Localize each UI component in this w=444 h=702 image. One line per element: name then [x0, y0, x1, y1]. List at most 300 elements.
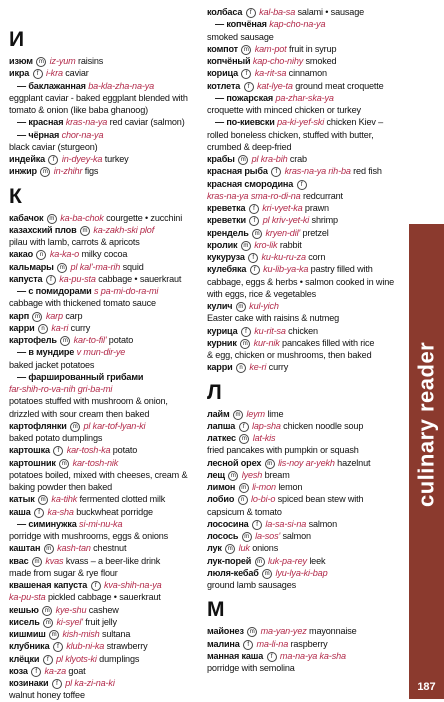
- entry-word: лук-порей: [207, 555, 252, 566]
- entry-definition: goat: [68, 665, 86, 676]
- dictionary-entry: [207, 444, 400, 456]
- dictionary-entry: [207, 337, 400, 349]
- gender-icon: f: [249, 216, 259, 226]
- gender-icon: m: [240, 339, 250, 349]
- entry-transliteration: kur-nik: [253, 337, 280, 348]
- entry-transliteration: luk-pa-rey: [267, 555, 307, 566]
- dictionary-entry: [207, 178, 400, 190]
- dictionary-entry: [207, 165, 400, 177]
- dictionary-entry: [207, 530, 400, 542]
- gender-icon: m: [57, 263, 67, 273]
- entry-definition: potatoes boiled, mixed with cheeses, cream & baking powder then baked: [9, 469, 188, 492]
- dictionary-entry: [207, 625, 400, 637]
- gender-icon: f: [31, 667, 41, 677]
- dictionary-entry: [9, 469, 196, 494]
- entry-definition: bream: [264, 469, 290, 480]
- gender-icon: m: [252, 229, 262, 239]
- entry-definition: corn: [308, 252, 326, 262]
- entry-transliteration: kryen-dil': [265, 227, 301, 238]
- dictionary-entry: [207, 129, 400, 154]
- entry-transliteration: leym: [246, 408, 265, 419]
- dictionary-entry: [207, 518, 400, 530]
- entry-word: копчёный: [207, 56, 251, 66]
- gender-icon: m: [80, 226, 90, 236]
- entry-definition: baked potato dumplings: [9, 433, 103, 443]
- dictionary-entry: [9, 506, 196, 518]
- entry-transliteration: ku-lib-ya-ka: [263, 264, 309, 275]
- entry-word: кукуруза: [207, 252, 245, 262]
- gender-icon: f: [248, 253, 258, 263]
- dictionary-entry: [9, 285, 196, 297]
- entry-word: инжир: [9, 166, 37, 177]
- gender-icon: m: [262, 569, 272, 579]
- entry-word: креветки: [207, 215, 246, 226]
- gender-icon: f: [241, 69, 251, 79]
- entry-definition: cabbage • sauerkraut: [98, 273, 182, 284]
- entry-word: каша: [9, 506, 31, 517]
- entry-definition: cabbage with thickened tomato sauce: [9, 298, 156, 309]
- entry-definition: eggplant caviar - baked eggplant blended with tomato & onion (like baba ghanoog): [9, 92, 188, 115]
- left-column: [9, 6, 196, 702]
- dictionary-entry: [9, 310, 196, 322]
- entry-transliteration: ka-pu-sta: [9, 592, 46, 603]
- entry-definition: squid: [122, 261, 144, 272]
- entry-transliteration: ka-ba-chok: [60, 212, 104, 223]
- entry-transliteration: ka-zakh-ski plof: [93, 224, 155, 235]
- gender-icon: f: [250, 265, 260, 275]
- entry-word: картошник: [9, 457, 56, 468]
- entry-transliteration: pa-zhar-ska-ya: [275, 92, 334, 103]
- entry-transliteration: ka-za: [44, 665, 67, 676]
- entry-transliteration: lis-noy ar-yekh: [278, 457, 335, 468]
- entry-definition: ground lamb sausages: [207, 580, 297, 590]
- entry-transliteration: luk: [238, 543, 250, 554]
- entry-transliteration: lap-sha: [252, 420, 281, 431]
- entry-definition: cabbage, eggs & herbs • salmon cooked in wine with eggs, rice & vegetables: [207, 276, 395, 299]
- entry-word: лук: [207, 543, 222, 554]
- entry-definition: lemon: [278, 482, 303, 492]
- dictionary-entry: [207, 420, 400, 432]
- entry-definition: pastry filled with: [310, 264, 373, 275]
- gender-icon: f: [241, 327, 251, 337]
- dictionary-entry: [9, 530, 196, 542]
- dictionary-entry: [207, 104, 400, 116]
- entry-transliteration: kish-mish: [62, 629, 100, 639]
- entry-word: клёцки: [9, 653, 40, 664]
- entry-definition: mayonnaise: [309, 626, 357, 637]
- gender-icon: f: [52, 679, 62, 689]
- entry-word: корица: [207, 68, 238, 79]
- dictionary-entry: [9, 420, 196, 432]
- dictionary-entry: [9, 567, 196, 579]
- dictionary-entry: [9, 273, 196, 285]
- entry-word: красная рыба: [207, 166, 268, 177]
- dictionary-entry: [207, 506, 400, 518]
- entry-transliteration: lyu-lya-ki-bap: [275, 567, 328, 578]
- entry-definition: hazelnut: [337, 457, 371, 468]
- entry-definition: salmon: [308, 518, 337, 529]
- dictionary-entry: [9, 80, 196, 92]
- gender-icon: m: [236, 302, 246, 312]
- entry-definition: salami • sausage: [297, 7, 365, 17]
- entry-transliteration: pl kriv-yet-ki: [262, 215, 310, 226]
- entry-transliteration: iz-yum: [49, 56, 76, 66]
- entry-word: люля-кебаб: [207, 567, 259, 578]
- entry-definition: rabbit: [279, 239, 302, 250]
- entry-transliteration: pl kar-tof-lyan-ki: [83, 420, 146, 431]
- dictionary-entry: [9, 141, 196, 153]
- entry-definition: lime: [267, 408, 284, 419]
- dictionary-entry: [207, 92, 400, 104]
- gender-icon: m: [239, 434, 249, 444]
- dictionary-entry: [207, 251, 400, 263]
- gender-icon: m: [49, 630, 59, 640]
- dictionary-entry: [207, 18, 400, 30]
- gender-icon: m: [255, 557, 265, 567]
- dictionary-entry: [207, 493, 400, 505]
- gender-icon: m: [59, 459, 69, 469]
- gender-icon: f: [91, 581, 101, 591]
- dictionary-entry: [9, 555, 196, 567]
- dictionary-entry: [207, 555, 400, 567]
- entry-definition: capsicum & tomato: [207, 506, 282, 517]
- entry-word: компот: [207, 43, 238, 54]
- entry-definition: rolled boneless chicken, stuffed with butter, crumbed & deep-fried: [207, 129, 374, 152]
- entry-definition: redcurrant: [302, 190, 343, 201]
- gender-icon: m: [228, 471, 238, 481]
- entry-transliteration: pl kal'-ma-rih: [70, 261, 121, 272]
- entry-transliteration: pl kra-bih: [251, 154, 288, 164]
- entry-definition: curry: [268, 362, 289, 373]
- entry-definition: ground meat croquette: [295, 80, 384, 91]
- dictionary-entry: [207, 650, 400, 662]
- entry-transliteration: pa-ki-yef-ski: [277, 117, 325, 128]
- entry-word: — чёрная: [17, 129, 60, 140]
- entry-definition: porridge with semolina: [207, 663, 295, 673]
- dictionary-entry: [207, 153, 400, 165]
- dictionary-entry: [9, 579, 196, 591]
- gender-icon: f: [33, 69, 43, 79]
- entry-definition: potato: [108, 335, 134, 345]
- gender-icon: f: [46, 275, 56, 285]
- entry-word: курник: [207, 337, 237, 348]
- entry-transliteration: ku-rit-sa: [254, 325, 286, 336]
- dictionary-entry: [9, 92, 196, 117]
- dictionary-entry: [9, 236, 196, 248]
- entry-transliteration: la-sos': [255, 531, 281, 541]
- gender-icon: m: [238, 155, 248, 165]
- entry-transliteration: pl ka-zi-na-ki: [65, 678, 115, 688]
- entry-definition: chicken Kiev –: [326, 117, 384, 128]
- gender-icon: n: [38, 324, 48, 334]
- entry-word: колбаса: [207, 7, 243, 17]
- dictionary-entry: [207, 31, 400, 43]
- entry-transliteration: pl klyots-ki: [56, 653, 97, 664]
- entry-transliteration: lat-kis: [252, 433, 276, 443]
- entry-definition: fermented clotted milk: [79, 494, 166, 505]
- dictionary-entry: [207, 190, 400, 202]
- entry-transliteration: la-sa-si-na: [265, 518, 307, 529]
- entry-transliteration: ke-ri: [249, 362, 267, 373]
- entry-definition: pretzel: [302, 227, 329, 238]
- entry-definition: milky cocoa: [81, 249, 128, 260]
- entry-word: кишмиш: [9, 629, 46, 639]
- entry-word: крабы: [207, 154, 235, 164]
- dictionary-entry: [207, 408, 400, 420]
- dictionary-entry: [207, 662, 400, 674]
- entry-word: лесной орех: [207, 457, 262, 468]
- entry-transliteration: ma-yan-yez: [260, 626, 307, 637]
- entry-transliteration: ka-ri: [51, 322, 69, 333]
- entry-transliteration: kash-tan: [57, 543, 91, 554]
- entry-transliteration: kvas: [45, 555, 64, 566]
- entry-transliteration: in-zhihr: [53, 166, 83, 177]
- dictionary-entry: [9, 334, 196, 346]
- entry-word: картофель: [9, 335, 57, 345]
- entry-transliteration: kras-na-ya sma-ro-di-na: [207, 190, 301, 201]
- dictionary-entry: [207, 80, 400, 92]
- entry-transliteration: lyesh: [241, 469, 263, 480]
- dictionary-entry: [207, 67, 400, 79]
- gender-icon: m: [242, 532, 252, 542]
- dictionary-entry: [9, 129, 196, 141]
- dictionary-entry: [207, 300, 400, 312]
- entry-word: малина: [207, 638, 240, 649]
- entry-word: котлета: [207, 80, 241, 91]
- dictionary-entry: [9, 297, 196, 309]
- dictionary-entry: [9, 653, 196, 665]
- entry-transliteration: si-mi-nu-ka: [79, 518, 123, 529]
- entry-transliteration: ku-ku-ru-za: [261, 252, 306, 262]
- entry-definition: shrimp: [311, 215, 338, 226]
- dictionary-entry: [9, 153, 196, 165]
- dictionary-entry: [9, 444, 196, 456]
- section-tab: [409, 224, 444, 688]
- gender-icon: m: [32, 312, 42, 322]
- entry-word: картошка: [9, 445, 50, 456]
- entry-transliteration: kar-to-fil': [73, 335, 107, 345]
- entry-transliteration: klub-ni-ka: [66, 641, 105, 652]
- entry-word: манная каша: [207, 650, 264, 661]
- entry-word: карри: [9, 322, 35, 333]
- dictionary-entry: [9, 640, 196, 652]
- entry-definition: crab: [289, 154, 307, 164]
- dictionary-entry: [207, 214, 400, 226]
- entry-definition: smoked sausage: [207, 31, 274, 42]
- entry-definition: Easter cake with raisins & nutmeg: [207, 313, 340, 324]
- dictionary-entry: [207, 227, 400, 239]
- entry-transliteration: ka-ka-o: [49, 249, 80, 260]
- entry-word: — симинужка: [17, 518, 77, 529]
- gender-icon: m: [247, 627, 257, 637]
- entry-definition: red caviar (salmon): [109, 117, 185, 128]
- dictionary-entry: [9, 665, 196, 677]
- dictionary-entry: [9, 628, 196, 640]
- dictionary-entry: [207, 567, 400, 579]
- dictionary-entry: [207, 276, 400, 301]
- entry-definition: prawn: [304, 203, 329, 213]
- entry-transliteration: kras-na-ya rih-ba: [284, 166, 351, 177]
- entry-transliteration: ma-li-na: [256, 638, 289, 649]
- gender-icon: m: [60, 336, 70, 346]
- entry-word: казахский плов: [9, 224, 77, 235]
- gender-icon: n: [36, 250, 46, 260]
- entry-definition: pancakes filled with rice: [282, 337, 375, 348]
- entry-word: икра: [9, 68, 30, 79]
- entry-transliteration: kap-cho-nihy: [252, 56, 304, 66]
- entry-definition: strawberry: [106, 641, 148, 652]
- dictionary-entry: [9, 116, 196, 128]
- dictionary-entry: [207, 432, 400, 444]
- entry-definition: pilau with lamb, carrots & apricots: [9, 237, 140, 247]
- letter-heading: Л: [207, 380, 222, 404]
- entry-transliteration: kye-shu: [55, 604, 87, 615]
- entry-definition: leek: [309, 555, 326, 566]
- entry-transliteration: v mun-dir-ye: [76, 347, 126, 358]
- gender-icon: n: [236, 363, 246, 373]
- dictionary-entry: [9, 383, 196, 395]
- entry-definition: raisins: [77, 56, 104, 66]
- entry-definition: raspberry: [290, 638, 328, 649]
- gender-icon: f: [249, 204, 259, 214]
- gender-icon: m: [241, 241, 251, 251]
- gender-icon: f: [239, 422, 249, 432]
- gender-icon: f: [244, 82, 254, 92]
- dictionary-entry: [9, 359, 196, 371]
- entry-word: капуста: [9, 273, 43, 284]
- gender-icon: f: [53, 642, 63, 652]
- gender-icon: m: [241, 45, 251, 55]
- entry-transliteration: kva-shih-na-ya: [103, 580, 162, 590]
- gender-icon: f: [34, 508, 44, 518]
- entry-word: лайм: [207, 408, 230, 419]
- dictionary-entry: [9, 542, 196, 554]
- entry-transliteration: li-mon: [252, 482, 276, 492]
- entry-definition: croquette with minced chicken or turkey: [207, 105, 361, 115]
- gender-icon: m: [36, 57, 46, 67]
- entry-word: — в мундире: [17, 347, 75, 358]
- entry-definition: curry: [70, 322, 91, 333]
- entry-word: коза: [9, 665, 28, 676]
- dictionary-entry: [207, 202, 400, 214]
- dictionary-entry: [207, 579, 400, 591]
- gender-icon: f: [48, 155, 58, 165]
- entry-definition: potato: [112, 445, 138, 456]
- dictionary-entry: [9, 165, 196, 177]
- entry-word: карри: [207, 362, 233, 373]
- gender-icon: m: [47, 214, 57, 224]
- dictionary-entry: [9, 224, 196, 236]
- gender-icon: m: [38, 495, 48, 505]
- entry-definition: chicken: [288, 325, 318, 336]
- dictionary-entry: [207, 263, 400, 275]
- entry-word: лобио: [207, 494, 235, 505]
- entry-word: кальмары: [9, 261, 54, 272]
- dictionary-entry: [9, 457, 196, 469]
- dictionary-entry: [207, 312, 400, 324]
- entry-transliteration: kras-na-ya: [65, 117, 108, 128]
- dictionary-entry: [9, 67, 196, 79]
- dictionary-entry: [9, 677, 196, 689]
- entry-transliteration: karp: [45, 310, 63, 321]
- entry-transliteration: i-kra: [45, 68, 63, 79]
- entry-word: квас: [9, 555, 29, 566]
- entry-word: квашеная капуста: [9, 580, 88, 590]
- entry-word: латкес: [207, 433, 236, 443]
- dictionary-entry: [9, 604, 196, 616]
- entry-word: — баклажанная: [17, 80, 86, 91]
- dictionary-entry: [207, 43, 400, 55]
- entry-definition: turkey: [104, 154, 129, 164]
- entry-word: изюм: [9, 56, 33, 66]
- entry-definition: & egg, chicken or mushrooms, then baked: [207, 350, 372, 360]
- entry-definition: dumplings: [99, 653, 140, 664]
- dictionary-entry: [9, 55, 196, 67]
- dictionary-entry: [207, 55, 400, 67]
- entry-definition: sultana: [101, 629, 131, 639]
- entry-word: лещ: [207, 469, 225, 480]
- gender-icon: m: [239, 483, 249, 493]
- entry-word: катык: [9, 494, 35, 505]
- entry-definition: made from sugar & rye flour: [9, 567, 118, 578]
- entry-definition: porridge with mushrooms, eggs & onions: [9, 531, 169, 541]
- entry-transliteration: s pa-mi-do-ra-mi: [94, 286, 159, 296]
- entry-word: лосось: [207, 531, 239, 541]
- gender-icon: n: [238, 495, 248, 505]
- entry-word: какао: [9, 249, 34, 260]
- entry-transliteration: kul-yich: [249, 301, 279, 311]
- entry-definition: fruit jelly: [85, 616, 117, 627]
- dictionary-entry: [9, 212, 196, 224]
- entry-transliteration: ka-pu-sta: [59, 273, 96, 284]
- entry-transliteration: kat-lye-ta: [256, 80, 293, 91]
- entry-definition: chestnut: [93, 543, 127, 554]
- entry-transliteration: ka-tihk: [51, 494, 78, 505]
- entry-definition: chicken noodle soup: [283, 420, 364, 431]
- entry-transliteration: ma-na-ya ka-sha: [279, 650, 346, 661]
- dictionary-entry: [9, 261, 196, 273]
- dictionary-entry: [207, 361, 400, 373]
- dictionary-entry: [9, 248, 196, 260]
- gender-icon: f: [243, 640, 253, 650]
- dictionary-entry: [9, 395, 196, 420]
- entry-transliteration: ba-kla-zha-na-ya: [88, 80, 155, 91]
- dictionary-entry: [9, 432, 196, 444]
- entry-word: кулич: [207, 301, 233, 311]
- gender-icon: m: [225, 544, 235, 554]
- entry-definition: courgette • zucchini: [106, 212, 183, 223]
- dictionary-entry: [9, 322, 196, 334]
- entry-word: — пожарская: [215, 92, 274, 103]
- gender-icon: f: [43, 655, 53, 665]
- entry-definition: kvass – a beer-like drink: [65, 555, 161, 566]
- entry-word: майонез: [207, 626, 244, 637]
- entry-transliteration: ka-rit-sa: [254, 68, 287, 79]
- dictionary-entry: [9, 591, 196, 603]
- letter-heading: И: [9, 28, 24, 51]
- gender-icon: f: [252, 520, 262, 530]
- gender-icon: m: [32, 557, 42, 567]
- entry-word: креветка: [207, 203, 246, 213]
- entry-word: — красная: [17, 117, 64, 128]
- entry-definition: onions: [252, 543, 279, 554]
- entry-definition: spiced bean stew with: [277, 494, 364, 505]
- dictionary-entry: [207, 469, 400, 481]
- entry-word: — фаршированный грибами: [17, 371, 144, 382]
- entry-definition: smoked: [305, 56, 337, 66]
- gender-icon: f: [271, 167, 281, 177]
- dictionary-entry: [207, 325, 400, 337]
